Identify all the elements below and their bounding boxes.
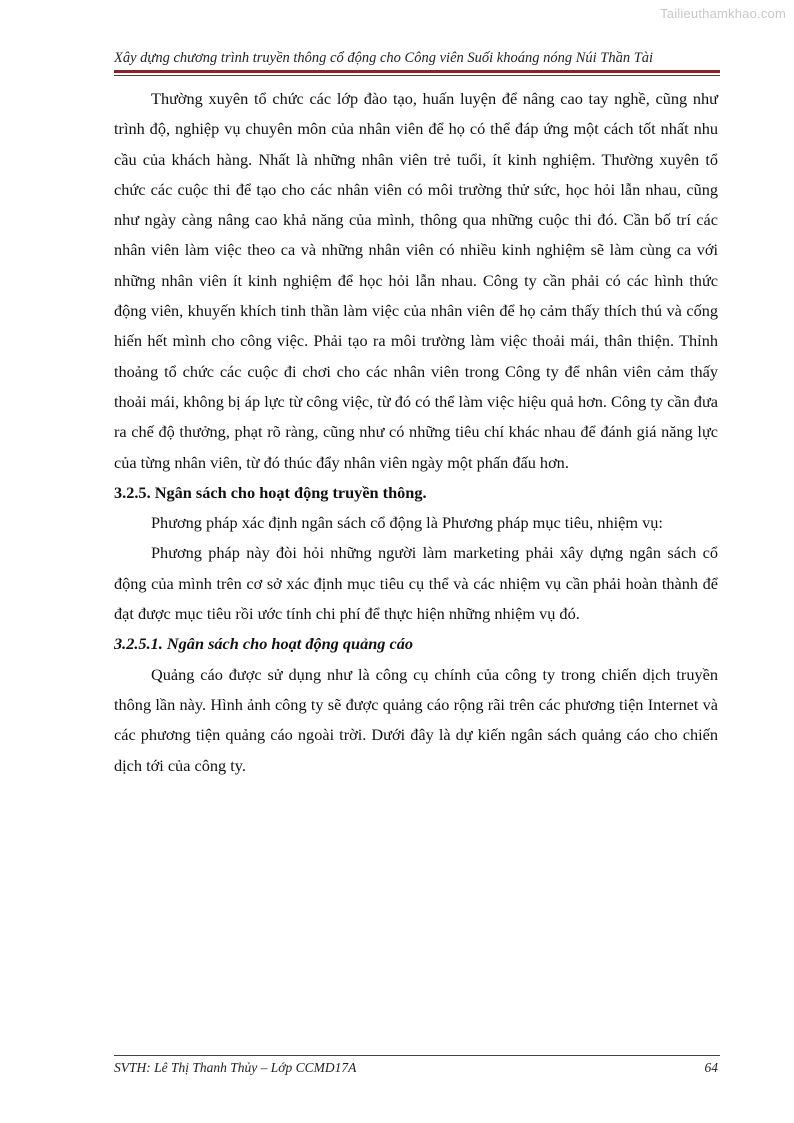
header-rule-thin — [114, 75, 720, 76]
paragraph-method-description: Phương pháp này đòi hỏi những người làm marketing phải xây dựng ngân sách cổ động của mình trên cơ sở xác định mục tiêu cụ thể và các nhiệm vụ cần phải hoàn thành để đạt được mục tiêu rồi ước tính chi phí để thực hiện những nhiệm vụ đó. — [114, 543, 718, 624]
header-rule — [114, 70, 720, 73]
paragraph-staff-training: Thường xuyên tổ chức các lớp đào tạo, huấn luyện để nâng cao tay nghề, cũng như trình độ, nghiệp vụ chuyên môn của nhân viên để họ có thể đáp ứng một cách tốt nhất nhu cầu của khách hàng. Nhất là những nhân viên trẻ tuổi, ít kinh nghiệm. Thường xuyên tổ chức các cuộc thi để tạo cho các nhân viên có môi trường thử sức, học hỏi lẫn nhau, cũng như ngày càng nâng cao khả năng của mình, thông qua những cuộc thi đó. Cần bố trí các nhân viên làm việc theo ca và những nhân viên có nhiều kinh nghiệm sẽ làm cùng ca với những nhân viên ít kinh nghiệm để học hỏi lẫn nhau. Công ty cần phải có các hình thức động viên, khuyến khích tinh thần làm việc của nhân viên để họ cảm thấy thích thú và cống hiến hết mình cho công việc. Phải tạo ra môi trường làm việc thoải mái, thân thiện. Thỉnh thoảng tổ chức các cuộc đi chơi cho các nhân viên trong Công ty để nhân viên cảm thấy thoải mái, không bị áp lực từ công việc, từ đó có thể làm việc hiệu quả hơn. Công ty cần đưa ra chế độ thưởng, phạt rõ ràng, cũng như có những tiêu chí khác nhau để đánh giá năng lực của từng nhân viên, từ đó thúc đẩy nhân viên ngày một phấn đấu hơn. — [114, 89, 718, 472]
watermark-text: Tailieuthamkhao.com — [660, 6, 786, 21]
page-number: 64 — [704, 1060, 718, 1075]
section-heading-3-2-5: 3.2.5. Ngân sách cho hoạt động truyền thông. — [114, 482, 427, 502]
section-heading-3-2-5-1: 3.2.5.1. Ngân sách cho hoạt động quảng cáo — [114, 634, 413, 654]
page-body — [114, 84, 718, 781]
running-header: Xây dựng chương trình truyền thông cổ động cho Công viên Suối khoáng nóng Núi Thần Tài — [114, 50, 654, 66]
paragraph-advertising: Quảng cáo được sử dụng như là công cụ chính của công ty trong chiến dịch truyền thông lần này. Hình ảnh công ty sẽ được quảng cáo rộng rãi trên các phương tiện Internet và các phương tiện quảng cáo ngoài trời. Dưới đây là dự kiến ngân sách quảng cáo cho chiến dịch tới của công ty. — [114, 664, 718, 775]
paragraph-budget-method: Phương pháp xác định ngân sách cổ động là Phương pháp mục tiêu, nhiệm vụ: — [151, 513, 663, 533]
footer-rule — [114, 1055, 720, 1056]
footer-author: SVTH: Lê Thị Thanh Thủy – Lớp CCMD17A — [114, 1060, 357, 1075]
